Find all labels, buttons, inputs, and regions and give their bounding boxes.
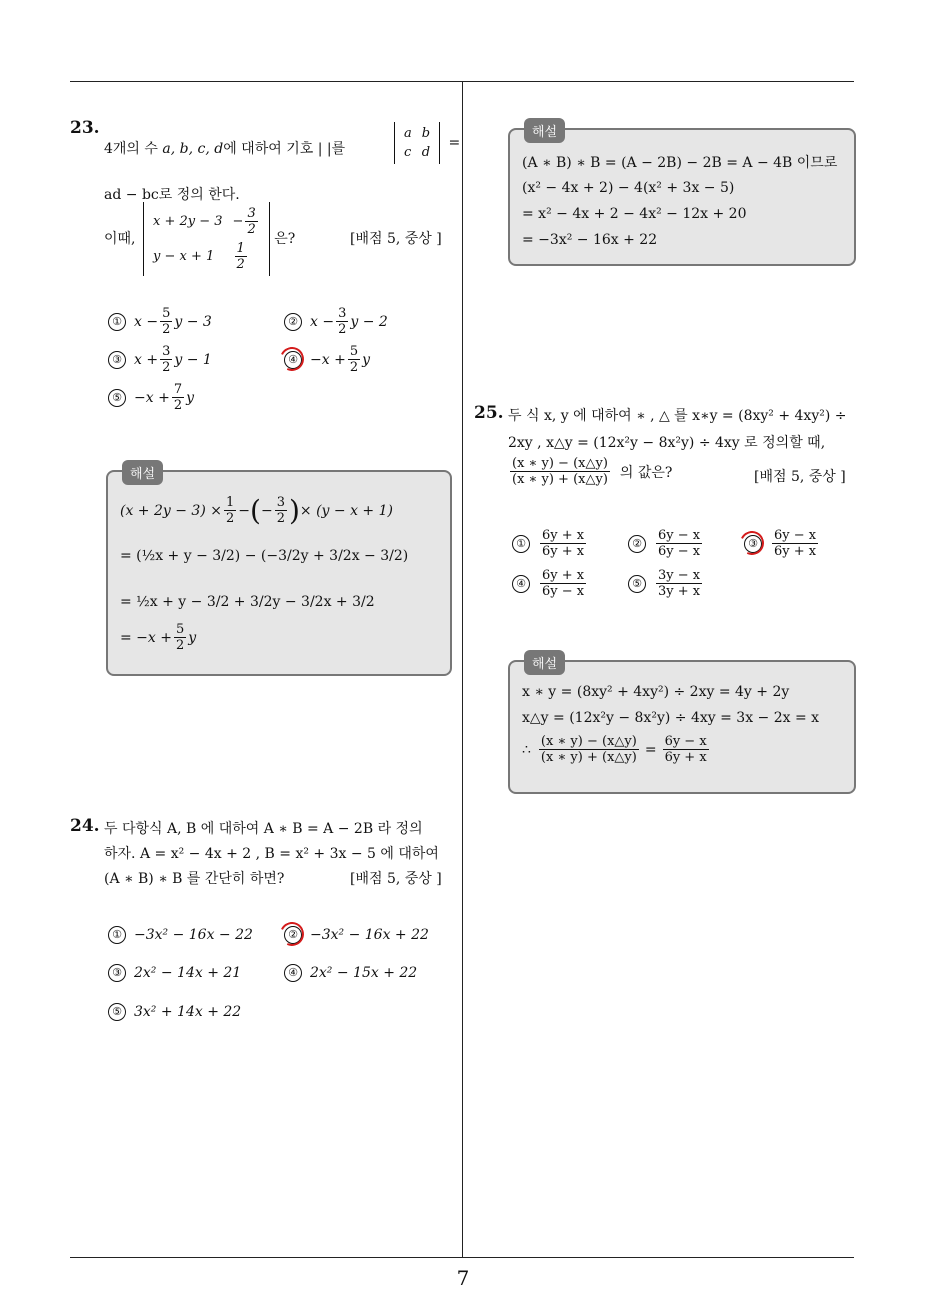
solution-line: = ½x + y − 3/2 + 3/2y − 3/2x + 3/2 [120, 594, 375, 610]
math-text: × (y − x + 1) [299, 502, 393, 519]
fraction-num: 3 [247, 206, 256, 221]
problem-text-line: 두 식 x, y 에 대하여 ∗ , △ 를 x∗y = (8xy² + 4xy²) ÷ [508, 408, 847, 424]
therefore-symbol: ∴ [522, 741, 531, 758]
fraction-num: 6y + x [542, 568, 585, 583]
solution-line [522, 734, 711, 765]
fraction-num: 6y + x [542, 528, 585, 543]
choice-text: 2x² − 14x + 21 [134, 965, 242, 981]
choice-text: y − 1 [174, 351, 212, 368]
choice-marker: ④ [512, 575, 530, 593]
det-entry: y − x + 1 [153, 249, 215, 264]
fraction-num: (x ∗ y) − (x△y) [512, 456, 608, 471]
fraction-num: 5 [349, 344, 359, 359]
determinant [143, 202, 270, 276]
solution-line: x△y = (12x²y − 8x²y) ÷ 4xy = 3x − 2x = x [522, 710, 820, 726]
fraction-num: 1 [226, 495, 235, 510]
choice-text: x − [310, 313, 335, 330]
text: 의 값은? [619, 464, 673, 481]
fraction-den: (x ∗ y) + (x△y) [540, 750, 637, 765]
choice-text: −3x² − 16x + 22 [310, 927, 429, 943]
solution-line: = x² − 4x + 2 − 4x² − 12x + 20 [522, 206, 747, 222]
math-text: = −x + [120, 629, 172, 646]
choice-text: y [362, 351, 371, 368]
choice-marker-circled: ③ [744, 535, 762, 553]
det-entry: a [404, 126, 412, 141]
choice-marker: ① [108, 313, 126, 331]
choice-marker: ② [284, 313, 302, 331]
problem-text-line [104, 138, 345, 158]
solution-line: (x² − 4x + 2) − 4(x² + 3x − 5) [522, 180, 735, 196]
problem-text-line: 2xy , x△y = (12x²y − 8x²y) ÷ 4xy 로 정의할 때, [508, 435, 826, 451]
fraction-den: 2 [162, 322, 171, 337]
solution-box [508, 657, 856, 794]
fraction-num: 1 [236, 241, 245, 256]
choice-marker: ② [628, 535, 646, 553]
math-text: y [188, 629, 197, 646]
fraction-num: 6y − x [774, 528, 817, 543]
solution-box [106, 467, 452, 676]
text: 에 대하여 기호 | |를 [223, 141, 346, 157]
det-entry: x + 2y − 3 [153, 214, 223, 229]
problem-text-line: ad − bc로 정의 한다. [104, 187, 240, 203]
choice-marker: ⑤ [628, 575, 646, 593]
solution-line [120, 622, 196, 653]
fraction-den: 2 [338, 322, 347, 337]
problem-text-prefix: 이때, [104, 231, 136, 247]
variables: a, b, c, d [162, 141, 224, 157]
determinant-symbol [394, 122, 460, 164]
solution-line: = −3x² − 16x + 22 [522, 232, 658, 248]
problem-number: 24. [70, 816, 100, 836]
choice-text: −3x² − 16x − 22 [134, 927, 253, 943]
solution-line: (A ∗ B) ∗ B = (A − 2B) − 2B = A − 4B 이므로 [522, 155, 838, 171]
fraction-den: 2 [226, 511, 235, 526]
fraction-num: (x ∗ y) − (x△y) [540, 734, 637, 749]
fraction-den: 2 [173, 398, 183, 413]
choice-text: y [186, 389, 195, 406]
equals: = [644, 741, 657, 758]
fraction-num: 6y − x [658, 528, 701, 543]
choice-3[interactable] [108, 964, 241, 982]
solution-line: = (½x + y − 3/2) − (−3/2y + 3/2x − 3/2) [120, 548, 409, 564]
score-difficulty: [배점 5, 중상 ] [754, 469, 846, 485]
fraction-den: 6y + x [774, 544, 817, 559]
choice-text: −x + [134, 389, 170, 406]
bottom-rule [70, 1257, 854, 1258]
choice-5[interactable] [108, 1003, 241, 1021]
choice-4[interactable] [284, 344, 370, 375]
solution-tag: 해설 [524, 118, 565, 143]
choice-marker-circled: ④ [284, 351, 302, 369]
choice-marker: ⑤ [108, 389, 126, 407]
fraction-den: 6y + x [542, 544, 585, 559]
choice-text: −x + [310, 351, 346, 368]
fraction-den: 2 [276, 511, 285, 526]
score-difficulty: [배점 5, 중상 ] [350, 231, 442, 247]
fraction-den: (x ∗ y) + (x△y) [512, 472, 608, 487]
choice-1[interactable] [108, 306, 212, 337]
fraction-den: 6y − x [542, 584, 585, 599]
problem-text-line [508, 456, 672, 487]
fraction-den: 3y + x [658, 584, 701, 599]
choice-marker: ③ [108, 964, 126, 982]
text: 4개의 수 [104, 141, 163, 157]
minus: − [232, 214, 244, 229]
solution-line: (x + 2y − 3) × $\frac{1}{2}$ − ( − $\frac{3}{2}$ ) × (y − x + 1) [120, 494, 393, 527]
choice-1[interactable] [512, 528, 588, 559]
choice-text: 2x² − 15x + 22 [310, 965, 418, 981]
choice-3[interactable] [744, 528, 820, 559]
fraction-den: 6y − x [658, 544, 701, 559]
choice-text: y − 2 [350, 313, 388, 330]
fraction-num: 3y − x [658, 568, 701, 583]
choice-2[interactable] [284, 926, 429, 944]
determinant [394, 122, 440, 164]
equals: = [448, 135, 461, 151]
problem-number: 25. [474, 403, 504, 423]
problem-number: 23. [70, 118, 100, 138]
choice-2[interactable] [628, 528, 704, 559]
choice-5[interactable] [628, 568, 704, 599]
choice-2[interactable] [284, 306, 388, 337]
matrix-determinant [143, 202, 295, 276]
choice-text: x + [134, 351, 159, 368]
choice-text: y − 3 [174, 313, 212, 330]
fraction-num: 3 [162, 344, 171, 359]
choice-3[interactable] [108, 344, 212, 375]
fraction-num: 6y − x [664, 734, 707, 749]
problem-text-line: 두 다항식 A, B 에 대하여 A ∗ B = A − 2B 라 정의 [104, 821, 423, 837]
fraction-den: 2 [247, 222, 256, 237]
text: 은? [274, 231, 296, 247]
fraction-den: 2 [236, 257, 245, 272]
fraction-num: 7 [173, 382, 183, 397]
choice-text: 3x² + 14x + 22 [134, 1004, 242, 1020]
choice-4[interactable] [284, 964, 417, 982]
column-divider [462, 82, 463, 1257]
choice-marker-circled: ② [284, 926, 302, 944]
fraction-num: 5 [162, 306, 171, 321]
solution-tag: 해설 [122, 460, 163, 485]
choice-text: x − [134, 313, 159, 330]
fraction-den: 2 [176, 638, 185, 653]
score-difficulty: [배점 5, 중상 ] [350, 871, 442, 887]
choice-marker: ③ [108, 351, 126, 369]
fraction-den: 2 [162, 360, 171, 375]
fraction-num: 3 [338, 306, 347, 321]
choice-marker: ④ [284, 964, 302, 982]
fraction-num: 3 [276, 495, 285, 510]
solution-box [508, 125, 856, 266]
choice-4[interactable] [512, 568, 588, 599]
page-number: 7 [456, 1266, 470, 1290]
math-text: (x + 2y − 3) × [120, 502, 222, 519]
solution-line: x ∗ y = (8xy² + 4xy²) ÷ 2xy = 4y + 2y [522, 684, 790, 700]
choice-marker: ① [512, 535, 530, 553]
det-entry: d [421, 145, 431, 160]
fraction-den: 6y + x [664, 750, 707, 765]
choice-1[interactable] [108, 926, 253, 944]
solution-tag: 해설 [524, 650, 565, 675]
problem-text-line: 하자. A = x² − 4x + 2 , B = x² + 3x − 5 에 대하여 [104, 846, 439, 862]
det-entry: b [421, 126, 431, 141]
choice-marker: ⑤ [108, 1003, 126, 1021]
choice-5[interactable] [108, 382, 194, 413]
choice-marker: ① [108, 926, 126, 944]
fraction-den: 2 [349, 360, 359, 375]
math-text: − [238, 502, 251, 519]
fraction-num: 5 [176, 622, 185, 637]
det-entry: c [404, 145, 412, 160]
problem-text-line: (A ∗ B) ∗ B 를 간단히 하면? [104, 871, 285, 887]
